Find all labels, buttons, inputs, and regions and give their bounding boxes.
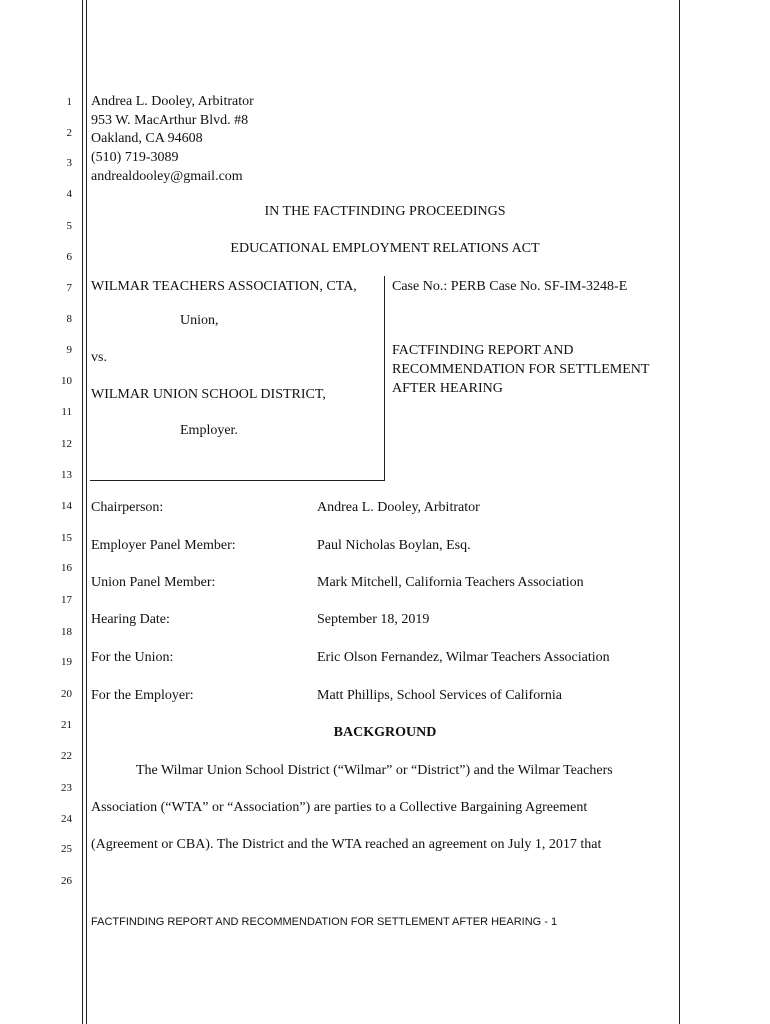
line-number: 4 [66, 188, 72, 200]
line-number: 2 [66, 127, 72, 139]
left-margin-rule-inner [86, 0, 87, 1024]
party-1-name: WILMAR TEACHERS ASSOCIATION, CTA, [91, 279, 357, 294]
court-line-2: EDUCATIONAL EMPLOYMENT RELATIONS ACT [230, 241, 540, 256]
panel-label-for-union: For the Union: [91, 650, 174, 665]
line-number: 11 [61, 406, 72, 418]
panel-label-chairperson: Chairperson: [91, 500, 164, 515]
line-number: 25 [61, 843, 72, 855]
party-1-role: Union, [180, 313, 219, 328]
background-line-1: The Wilmar Union School District (“Wilmar” or “District”) and the Wilmar Teachers [136, 763, 613, 778]
arbitrator-city: Oakland, CA 94608 [91, 131, 203, 146]
panel-value-for-union: Eric Olson Fernandez, Wilmar Teachers Association [317, 650, 610, 665]
line-number: 23 [61, 782, 72, 794]
line-number: 15 [61, 532, 72, 544]
line-number: 7 [66, 282, 72, 294]
background-line-2: Association (“WTA” or “Association”) are parties to a Collective Bargaining Agreement [91, 800, 588, 815]
line-number: 13 [61, 469, 72, 481]
panel-label-for-employer: For the Employer: [91, 688, 194, 703]
line-number: 20 [61, 688, 72, 700]
line-number: 21 [61, 719, 72, 731]
line-number: 18 [61, 626, 72, 638]
page-footer: FACTFINDING REPORT AND RECOMMENDATION FOR SETTLEMENT AFTER HEARING - 1 [91, 916, 558, 928]
line-number: 10 [61, 375, 72, 387]
line-number: 5 [66, 220, 72, 232]
doc-title-line-3: AFTER HEARING [392, 381, 503, 396]
background-line-3: (Agreement or CBA). The District and the WTA reached an agreement on July 1, 2017 that [91, 837, 602, 852]
caption-vs: vs. [91, 350, 107, 365]
line-number: 24 [61, 813, 72, 825]
arbitrator-name: Andrea L. Dooley, Arbitrator [91, 94, 254, 109]
panel-value-hearing-date: September 18, 2019 [317, 612, 430, 627]
arbitrator-phone: (510) 719-3089 [91, 150, 179, 165]
party-2-name: WILMAR UNION SCHOOL DISTRICT, [91, 387, 326, 402]
doc-title-line-2: RECOMMENDATION FOR SETTLEMENT [392, 362, 650, 377]
panel-label-employer-member: Employer Panel Member: [91, 538, 236, 553]
line-number: 16 [61, 562, 72, 574]
panel-label-hearing-date: Hearing Date: [91, 612, 170, 627]
left-margin-rule [82, 0, 83, 1024]
line-number: 8 [66, 313, 72, 325]
line-number: 14 [61, 500, 72, 512]
line-number: 3 [66, 157, 72, 169]
line-number: 22 [61, 750, 72, 762]
panel-value-chairperson: Andrea L. Dooley, Arbitrator [317, 500, 480, 515]
right-margin-rule [679, 0, 680, 1024]
arbitrator-email: andrealdooley@gmail.com [91, 169, 243, 184]
line-number: 19 [61, 656, 72, 668]
line-number: 6 [66, 251, 72, 263]
line-number: 17 [61, 594, 72, 606]
line-number: 26 [61, 875, 72, 887]
panel-value-for-employer: Matt Phillips, School Services of California [317, 688, 562, 703]
doc-title-line-1: FACTFINDING REPORT AND [392, 343, 574, 358]
line-number: 9 [66, 344, 72, 356]
panel-value-employer-member: Paul Nicholas Boylan, Esq. [317, 538, 471, 553]
case-number: Case No.: PERB Case No. SF-IM-3248-E [392, 279, 628, 294]
party-2-role: Employer. [180, 423, 238, 438]
court-line-1: IN THE FACTFINDING PROCEEDINGS [264, 204, 506, 219]
caption-box [90, 276, 385, 481]
background-heading: BACKGROUND [333, 725, 437, 740]
panel-label-union-member: Union Panel Member: [91, 575, 216, 590]
arbitrator-street: 953 W. MacArthur Blvd. #8 [91, 113, 249, 128]
line-number: 1 [66, 96, 72, 108]
panel-value-union-member: Mark Mitchell, California Teachers Association [317, 575, 584, 590]
line-number: 12 [61, 438, 72, 450]
